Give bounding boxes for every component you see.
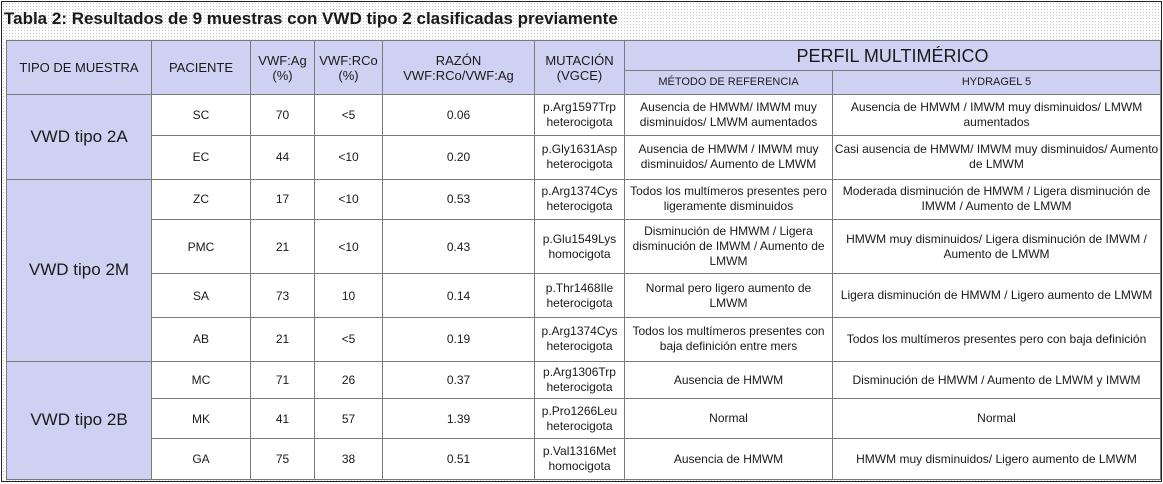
cell-vwf-ag: 44 bbox=[251, 135, 315, 179]
table-row bbox=[7, 274, 1161, 318]
header-perfil-multimerico: PERFIL MULTIMÉRICO bbox=[625, 41, 1161, 71]
table-title: Tabla 2: Resultados de 9 muestras con VWD tipo 2 clasificadas previamente bbox=[4, 9, 618, 28]
mutacion-zygosity: heterocigota bbox=[546, 339, 613, 354]
cell-metodo-referencia: Ausencia de HMWM/ IMWM muy disminuidos/ LMWM aumentados bbox=[625, 95, 833, 136]
header-metodo-referencia: MÉTODO DE REFERENCIA bbox=[625, 71, 833, 95]
header-vwf-rco-line2: (%) bbox=[338, 67, 359, 83]
mutacion-code: p.Pro1266Leu bbox=[541, 403, 618, 418]
cell-razon: 0.51 bbox=[383, 439, 535, 480]
cell-mutacion bbox=[535, 439, 625, 480]
group-label-2b: VWD tipo 2B bbox=[7, 361, 152, 479]
cell-paciente: MC bbox=[152, 361, 251, 399]
mutacion-zygosity: homocigota bbox=[548, 246, 611, 261]
cell-mutacion bbox=[535, 274, 625, 318]
cell-paciente: GA bbox=[152, 439, 251, 480]
cell-hydragel: Todos los multímeros presentes pero con baja definición bbox=[833, 318, 1161, 362]
cell-hydragel: Ausencia de HMWM / IMWM muy disminuidos/ LMWM aumentados bbox=[833, 95, 1161, 136]
header-vwf-ag-line1: VWF:Ag bbox=[258, 52, 307, 68]
cell-paciente: SA bbox=[152, 274, 251, 318]
cell-razon: 0.43 bbox=[383, 220, 535, 274]
header-mutacion-line2: (VGCE) bbox=[556, 67, 603, 83]
cell-metodo-referencia: Ausencia de HMWM bbox=[625, 439, 833, 480]
table-row bbox=[7, 399, 1161, 439]
table-row bbox=[7, 135, 1161, 179]
cell-razon: 0.53 bbox=[383, 179, 535, 220]
cell-vwf-rco: <5 bbox=[315, 95, 383, 136]
cell-mutacion bbox=[535, 135, 625, 179]
cell-paciente: MK bbox=[152, 399, 251, 439]
cell-vwf-rco: 57 bbox=[315, 399, 383, 439]
header-vwf-rco bbox=[315, 41, 383, 95]
cell-vwf-rco: 26 bbox=[315, 361, 383, 399]
cell-paciente: SC bbox=[152, 95, 251, 136]
table-row bbox=[7, 220, 1161, 274]
cell-hydragel: HMWM muy disminuidos/ Ligera disminución de IMWM / Aumento de LMWM bbox=[833, 220, 1161, 274]
cell-vwf-ag: 70 bbox=[251, 95, 315, 136]
mutacion-zygosity: heterocigota bbox=[546, 380, 613, 395]
mutacion-code: p.Arg1374Cys bbox=[541, 324, 618, 339]
cell-razon: 0.14 bbox=[383, 274, 535, 318]
cell-paciente: PMC bbox=[152, 220, 251, 274]
cell-razon: 0.19 bbox=[383, 318, 535, 362]
cell-hydragel: Ligera disminución de HMWM / Ligero aumento de LMWM bbox=[833, 274, 1161, 318]
group-label-2a: VWD tipo 2A bbox=[7, 95, 152, 180]
mutacion-code: p.Thr1468Ile bbox=[545, 280, 614, 295]
table-row bbox=[7, 179, 1161, 220]
cell-razon: 0.06 bbox=[383, 95, 535, 136]
header-vwf-ag-line2: (%) bbox=[272, 67, 293, 83]
header-paciente: PACIENTE bbox=[152, 41, 251, 95]
cell-razon: 1.39 bbox=[383, 399, 535, 439]
cell-hydragel: HMWM muy disminuidos/ Ligero aumento de LMWM bbox=[833, 439, 1161, 480]
header-razon bbox=[383, 41, 535, 95]
mutacion-code: p.Arg1597Trp bbox=[543, 99, 616, 114]
cell-razon: 0.37 bbox=[383, 361, 535, 399]
cell-mutacion bbox=[535, 399, 625, 439]
cell-vwf-rco: <10 bbox=[315, 135, 383, 179]
cell-vwf-rco: <10 bbox=[315, 220, 383, 274]
header-row-1 bbox=[7, 41, 1161, 71]
results-table bbox=[6, 40, 1161, 480]
header-vwf-ag bbox=[251, 41, 315, 95]
cell-mutacion bbox=[535, 361, 625, 399]
cell-metodo-referencia: Disminución de HMWM / Ligera disminución de IMWM / Aumento de LMWM bbox=[625, 220, 833, 274]
header-vwf-rco-line1: VWF:RCo bbox=[319, 52, 378, 68]
table-row bbox=[7, 439, 1161, 480]
cell-vwf-ag: 17 bbox=[251, 179, 315, 220]
mutacion-code: p.Arg1374Cys bbox=[541, 184, 618, 199]
cell-vwf-rco: <5 bbox=[315, 318, 383, 362]
table-row bbox=[7, 95, 1161, 136]
cell-vwf-ag: 75 bbox=[251, 439, 315, 480]
header-mutacion bbox=[535, 41, 625, 95]
cell-vwf-ag: 21 bbox=[251, 318, 315, 362]
cell-vwf-ag: 71 bbox=[251, 361, 315, 399]
header-mutacion-line1: MUTACIÓN bbox=[545, 52, 614, 68]
cell-razon: 0.20 bbox=[383, 135, 535, 179]
cell-paciente: ZC bbox=[152, 179, 251, 220]
group-label-2m: VWD tipo 2M bbox=[7, 179, 152, 361]
cell-paciente: AB bbox=[152, 318, 251, 362]
cell-paciente: EC bbox=[152, 135, 251, 179]
mutacion-code: p.Arg1306Trp bbox=[543, 365, 616, 380]
cell-metodo-referencia: Todos los multímeros presentes pero ligeramente disminuidos bbox=[625, 179, 833, 220]
table-row bbox=[7, 361, 1161, 399]
header-tipo: TIPO DE MUESTRA bbox=[7, 41, 152, 95]
mutacion-zygosity: heterocigota bbox=[546, 199, 613, 214]
cell-hydragel: Normal bbox=[833, 399, 1161, 439]
cell-mutacion bbox=[535, 95, 625, 136]
header-hydragel: HYDRAGEL 5 bbox=[833, 71, 1161, 95]
mutacion-code: p.Gly1631Asp bbox=[541, 142, 618, 157]
table-frame bbox=[1, 1, 1162, 482]
cell-vwf-rco: 10 bbox=[315, 274, 383, 318]
cell-vwf-rco: <10 bbox=[315, 179, 383, 220]
cell-hydragel: Disminución de HMWM / Aumento de LMWM y IMWM bbox=[833, 361, 1161, 399]
mutacion-zygosity: heterocigota bbox=[546, 418, 613, 433]
mutacion-code: p.Val1316Met bbox=[542, 444, 617, 459]
cell-hydragel: Moderada disminución de HMWM / Ligera disminución de IMWM / Aumento de LMWM bbox=[833, 179, 1161, 220]
cell-metodo-referencia: Normal pero ligero aumento de LMWM bbox=[625, 274, 833, 318]
cell-metodo-referencia: Ausencia de HMWM / IMWM muy disminuidos/ Aumento de LMWM bbox=[625, 135, 833, 179]
cell-metodo-referencia: Normal bbox=[625, 399, 833, 439]
header-razon-line1: RAZÓN bbox=[435, 52, 482, 68]
mutacion-zygosity: homocigota bbox=[548, 459, 611, 474]
cell-mutacion bbox=[535, 179, 625, 220]
cell-vwf-ag: 73 bbox=[251, 274, 315, 318]
table-row bbox=[7, 318, 1161, 362]
mutacion-zygosity: heterocigota bbox=[546, 157, 613, 172]
mutacion-zygosity: heterocigota bbox=[546, 114, 613, 129]
cell-metodo-referencia: Todos los multímeros presentes con baja definición entre mers bbox=[625, 318, 833, 362]
cell-mutacion bbox=[535, 220, 625, 274]
mutacion-zygosity: heterocigota bbox=[546, 295, 613, 310]
header-razon-line2: VWF:RCo/VWF:Ag bbox=[403, 67, 514, 83]
cell-mutacion bbox=[535, 318, 625, 362]
cell-vwf-ag: 21 bbox=[251, 220, 315, 274]
mutacion-code: p.Glu1549Lys bbox=[542, 231, 617, 246]
cell-vwf-rco: 38 bbox=[315, 439, 383, 480]
cell-vwf-ag: 41 bbox=[251, 399, 315, 439]
cell-metodo-referencia: Ausencia de HMWM bbox=[625, 361, 833, 399]
cell-hydragel: Casi ausencia de HMWM/ IMWM muy disminuidos/ Aumento de LMWM bbox=[833, 135, 1161, 179]
